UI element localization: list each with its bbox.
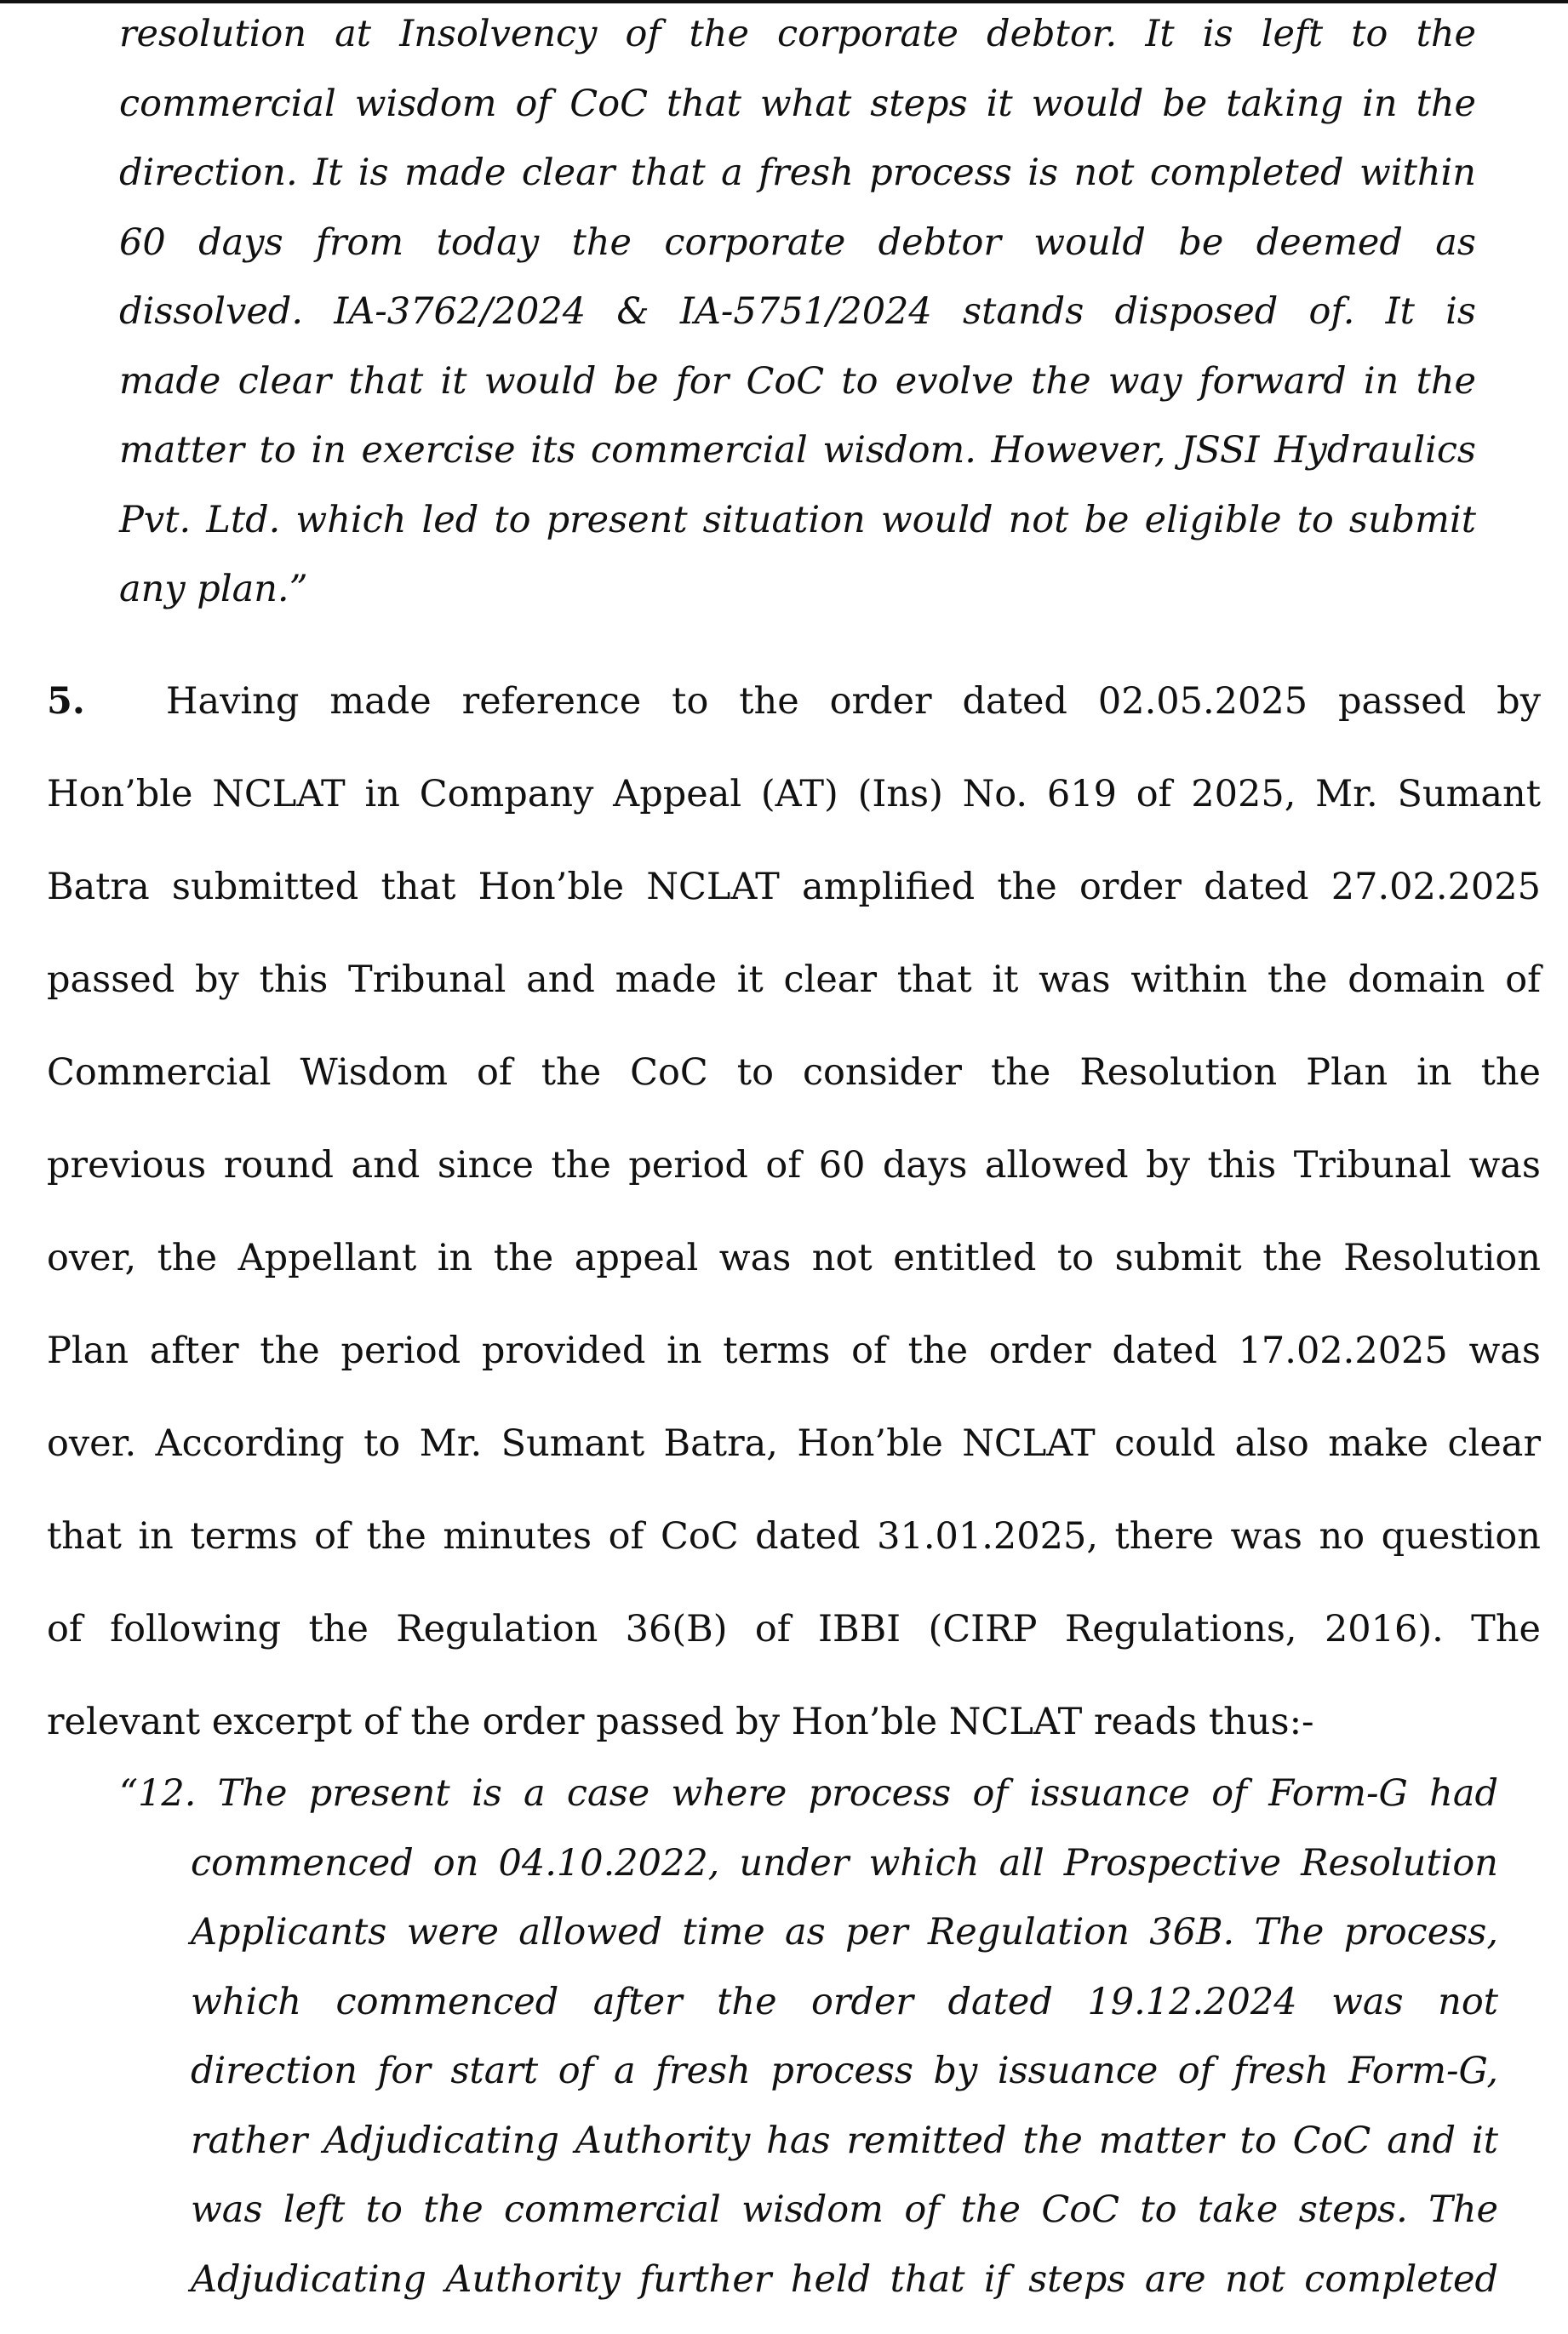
paragraph-line: relevant excerpt of the order passed by Hon’ble NCLAT reads thus:- [47,1701,1314,1743]
paragraph-line: Hon’ble NCLAT in Company Appeal (AT) (Ins) No. 619 of 2025, Mr. Sumant [47,773,1541,815]
quote-line: “12. The present is a case where process of issuance of Form-G had [119,1772,1498,1815]
quote-line: matter to in exercise its commercial wisdom. However, JSSI Hydraulics [119,429,1476,472]
paragraph-line: Commercial Wisdom of the CoC to consider the Resolution Plan in the [47,1051,1541,1094]
paragraph-5 [47,655,1541,1769]
paragraph-line: of following the Regulation 36(B) of IBBI (CIRP Regulations, 2016). The [47,1608,1541,1650]
paragraph-number: 5. [47,680,85,723]
quote-line: Applicants were allowed time as per Regulation 36B. The process, [191,1911,1498,1954]
quote-line: direction. It is made clear that a fresh process is not completed within [119,152,1476,194]
paragraph-line-text: Having made reference to the order dated 02.05.2025 passed by [166,680,1541,723]
paragraph-line: that in terms of the minutes of CoC dated 31.01.2025, there was no question [47,1515,1541,1558]
quote-line: commenced on 04.10.2022, under which all Prospective Resolution [191,1841,1498,1885]
quote-line: dissolved. IA-3762/2024 & IA-5751/2024 stands disposed of. It is [119,290,1476,333]
paragraph-line: Batra submitted that Hon’ble NCLAT amplified the order dated 27.02.2025 [47,866,1541,908]
quote-line: which commenced after the order dated 19.12.2024 was not [191,1980,1498,2023]
quote-line: 60 days from today the corporate debtor would be deemed as [119,220,1476,264]
paragraph-line [47,655,1541,748]
quote-line: Pvt. Ltd. which led to present situation would not be eligible to submit [119,498,1476,541]
quoted-nclat-excerpt [119,1759,1498,2314]
paragraph-line: previous round and since the period of 60 days allowed by this Tribunal was [47,1144,1541,1187]
quote-line: commercial wisdom of CoC that what steps it would be taking in the [119,82,1476,125]
quote-line: rather Adjudicating Authority has remitted the matter to CoC and it [191,2119,1498,2162]
paragraph-line: Plan after the period provided in terms of the order dated 17.02.2025 was [47,1330,1541,1372]
quote-line: made clear that it would be for CoC to evolve the way forward in the [119,359,1476,403]
quote-line: direction for start of a fresh process by issuance of fresh Form-G, [191,2050,1498,2092]
paragraph-line: over, the Appellant in the appeal was not entitled to submit the Resolution [47,1237,1541,1279]
quote-line: Adjudicating Authority further held that if steps are not completed [191,2257,1498,2301]
quoted-order-excerpt-top [119,0,1476,625]
quote-line: was left to the commercial wisdom of the CoC to take steps. The [191,2188,1498,2231]
quote-line: resolution at Insolvency of the corporate debtor. It is left to the [119,13,1476,55]
paragraph-line: over. According to Mr. Sumant Batra, Hon’ble NCLAT could also make clear [47,1422,1541,1465]
quote-line: any plan.” [119,568,308,610]
paragraph-line: passed by this Tribunal and made it clear that it was within the domain of [47,958,1541,1001]
